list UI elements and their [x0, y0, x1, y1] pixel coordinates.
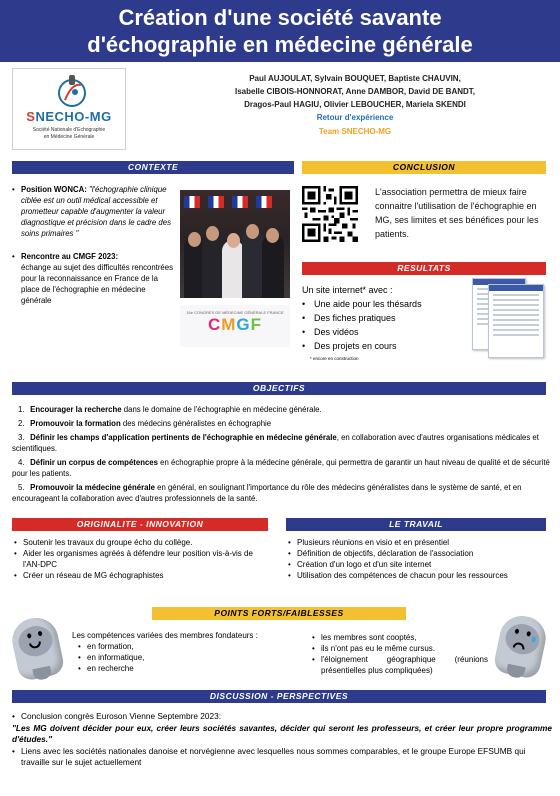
bullet-icon: •	[14, 538, 17, 547]
list-item	[302, 311, 472, 325]
discussion-item: Liens avec les sociétés nationales danoise et norvégienne avec lesquelles nous sommes comparables, et le groupe Europe EFSUMB qui travaille sur le sujet actuellement	[21, 745, 526, 767]
objectif-text: en général, en soulignant l'importance du rôle des médecins généralistes dans le système de santé, et en encourageant la collaboration avec d'autres professionnels de la santé.	[12, 483, 522, 503]
list-item	[12, 457, 550, 479]
originalite-header: ORIGINALITE - INNOVATION	[12, 518, 268, 531]
bullet-icon: •	[12, 185, 15, 194]
conclusion-header: CONCLUSION	[302, 161, 546, 174]
logo-letter-s: S	[26, 109, 36, 124]
bullet-icon: •	[288, 549, 291, 558]
objectif-bold: Définir les champs d'application pertinents de l'échographie en médecine générale	[30, 433, 337, 442]
travail-item: Utilisation des compétences de chacun pour les ressources	[297, 571, 508, 580]
resultats-item: Des projets en cours	[314, 341, 397, 351]
website-page-thumbnail	[488, 284, 544, 358]
list-item	[288, 537, 556, 548]
resultats-header: RESULTATS	[302, 262, 546, 275]
authors-line-1: Paul AUJOULAT, Sylvain BOUQUET, Baptiste CHAUVIN,	[249, 74, 461, 83]
logo-wordmark	[13, 109, 125, 124]
resultats-text	[302, 283, 472, 362]
cmgf-letter: F	[250, 315, 263, 334]
list-item	[12, 711, 552, 723]
objectif-text: dans le domaine de l'échographie en médecine générale.	[121, 405, 322, 414]
list-item	[14, 548, 264, 570]
item-number: 3.	[18, 433, 25, 442]
cmgf-letters	[180, 315, 290, 335]
sad-probe-mascot-icon	[492, 612, 549, 680]
authors-line-3: Dragos-Paul HAGIU, Olivier LEBOUCHER, Mariela SKENDI	[244, 100, 466, 109]
list-item	[312, 632, 488, 643]
resultats-item: Une aide pour les thésards	[314, 299, 422, 309]
team-label: Team SNECHO-MG	[318, 127, 392, 136]
points-section	[12, 624, 550, 686]
points-forts-intro: Les compétences variées des membres fondateurs :	[72, 631, 258, 640]
list-item	[78, 663, 307, 674]
bullet-icon: •	[78, 642, 81, 651]
cmgf-letter: G	[236, 315, 251, 334]
item-number: 4.	[18, 458, 25, 467]
discussion-item: Conclusion congrès Euroson Vienne Septembre 2023:	[21, 711, 222, 721]
bullet-icon: •	[302, 313, 306, 323]
wonca-quote: "l'échographie clinique ciblée est un outil médical accessible et prometteur capable d'augmenter la valeur diagnostique et précision dans le cadre des soins primaires "	[21, 185, 171, 238]
item-number: 2.	[18, 419, 25, 428]
point-faible: l'éloignement géographique (réunions présentielles plus compliquées)	[321, 655, 488, 675]
list-item	[78, 652, 307, 663]
happy-probe-mascot-icon	[8, 614, 65, 682]
point-faible: les membres sont cooptés,	[321, 633, 417, 642]
bullet-icon: •	[14, 549, 17, 558]
bullet-icon: •	[78, 653, 81, 662]
points-forts	[72, 630, 307, 674]
travail-item: Création d'un logo et d'un site internet	[297, 560, 432, 569]
bullet-icon: •	[302, 341, 306, 351]
list-item	[12, 482, 550, 504]
bullet-icon: •	[14, 571, 17, 580]
resultats-intro: Un site internet* avec :	[302, 285, 393, 295]
cmgf-letter: C	[207, 315, 222, 334]
list-item	[12, 432, 550, 454]
bullet-icon: •	[288, 571, 291, 580]
title-line-1: Création d'une société savante	[118, 5, 442, 30]
points-faibles	[312, 632, 488, 676]
list-item	[302, 297, 472, 311]
wonca-label: Position WONCA:	[21, 185, 89, 194]
list-item	[312, 654, 488, 676]
cmgf-label: Rencontre au CMGF 2023:	[21, 252, 119, 261]
bullet-icon: •	[12, 745, 15, 756]
list-item	[312, 643, 488, 654]
snecho-logo	[12, 68, 126, 150]
list-item	[302, 325, 472, 339]
originalite-item: Créer un réseau de MG échographistes	[23, 571, 164, 580]
originalite-list	[14, 537, 264, 581]
item-number: 1.	[18, 405, 25, 414]
ultrasound-probe-logo-icon	[55, 73, 89, 109]
point-fort: en informatique,	[87, 653, 145, 662]
travail-item: Plusieurs réunions en visio et en présentiel	[297, 538, 450, 547]
cmgf-letter: M	[221, 315, 237, 334]
list-item	[14, 537, 264, 548]
bullet-icon: •	[312, 633, 315, 642]
objectif-text: , en collaboration avec d'autres organisations médicales et scientifiques.	[12, 433, 539, 453]
qr-code-icon[interactable]	[302, 186, 358, 242]
bullet-icon: •	[12, 252, 15, 261]
travail-item: Définition de objectifs, déclaration de l'association	[297, 549, 474, 558]
poster-title	[0, 0, 560, 62]
point-fort: en formation,	[87, 642, 134, 651]
objectif-bold: Encourager la recherche	[30, 405, 122, 414]
list-item	[288, 570, 556, 581]
objectif-bold: Définir un corpus de compétences	[30, 458, 158, 467]
retour-experience: Retour d'expérience	[316, 113, 394, 122]
travail-header: LE TRAVAIL	[286, 518, 546, 531]
contexte-item-wonca	[12, 184, 177, 239]
points-header: POINTS FORTS/FAIBLESSES	[152, 607, 406, 620]
point-faible: ils n'ont pas eu le même cursus.	[321, 644, 436, 653]
objectif-text: en échographie propre à la médecine générale, qui permettra de garantir un haut niveau de qualité et de sécurité pour les patients.	[12, 458, 550, 478]
resultats-note: * encore en construction	[310, 356, 359, 361]
contexte-item-cmgf	[12, 251, 177, 306]
list-item	[12, 746, 552, 769]
logo-subtitle	[13, 127, 125, 141]
item-number: 5.	[18, 483, 25, 492]
authors-block	[175, 72, 535, 138]
travail-list	[288, 537, 556, 581]
bullet-icon: •	[288, 560, 291, 569]
cmgf-text: échange au sujet des difficultés rencontrées pour la reconnaissance en France de la place de l'échographie en médecine générale	[21, 263, 173, 305]
title-line-2: d'échographie en médecine générale	[87, 32, 473, 57]
list-item	[288, 559, 556, 570]
list-item	[302, 339, 472, 353]
bullet-icon: •	[78, 664, 81, 673]
bullet-icon: •	[312, 655, 315, 664]
list-item	[14, 570, 264, 581]
objectif-text: des médecins généralistes en échographie	[120, 419, 272, 428]
logo-subtitle-line-1: Société Nationale d'Echographie	[32, 127, 106, 133]
bullet-icon: •	[302, 299, 306, 309]
cmgf-small-text: 16e CONGRÈS DE MÉDECINE GÉNÉRALE FRANCE	[186, 310, 284, 315]
cmgf-logo	[180, 305, 290, 347]
point-fort: en recherche	[87, 664, 134, 673]
list-item	[78, 641, 307, 652]
conclusion-text: L'association permettra de mieux faire connaitre l'utilisation de l'échographie en MG, ses limites et ses bénéfices pour les patients.	[375, 187, 539, 239]
bullet-icon: •	[312, 644, 315, 653]
objectif-bold: Promouvoir la formation	[30, 419, 121, 428]
originalite-item: Aider les organismes agréés à défendre leur position vis-à-vis de l'AN-DPC	[23, 549, 253, 569]
discussion-header: DISCUSSION - PERSPECTIVES	[12, 690, 546, 703]
objectifs-header: OBJECTIFS	[12, 382, 546, 395]
discussion-text	[12, 711, 552, 769]
contexte-text	[12, 184, 177, 306]
resultats-item: Des vidéos	[314, 327, 359, 337]
team-photo	[180, 190, 290, 298]
logo-subtitle-line-2: en Médecine Générale	[43, 134, 95, 140]
contexte-header: CONTEXTE	[12, 161, 294, 174]
bullet-icon: •	[288, 538, 291, 547]
resultats-item: Des fiches pratiques	[314, 313, 396, 323]
bullet-icon: •	[12, 711, 15, 721]
objectif-bold: Promouvoir la médecine générale	[30, 483, 155, 492]
list-item	[288, 548, 556, 559]
euroson-quote: "Les MG doivent décider pour eux, créer leurs sociétés savantes, décider qui seront les professeurs, et créer leur propre programme d'études."	[12, 722, 552, 744]
originalite-item: Soutenir les travaux du groupe écho du collège.	[23, 538, 193, 547]
logo-name-rest: NECHO-MG	[35, 109, 112, 124]
bullet-icon: •	[302, 327, 306, 337]
authors-line-2: Isabelle CIBOIS-HONNORAT, Anne DAMBOR, David DE BANDT,	[234, 87, 476, 96]
list-item	[12, 418, 550, 429]
objectifs-list	[12, 404, 550, 507]
list-item	[12, 404, 550, 415]
